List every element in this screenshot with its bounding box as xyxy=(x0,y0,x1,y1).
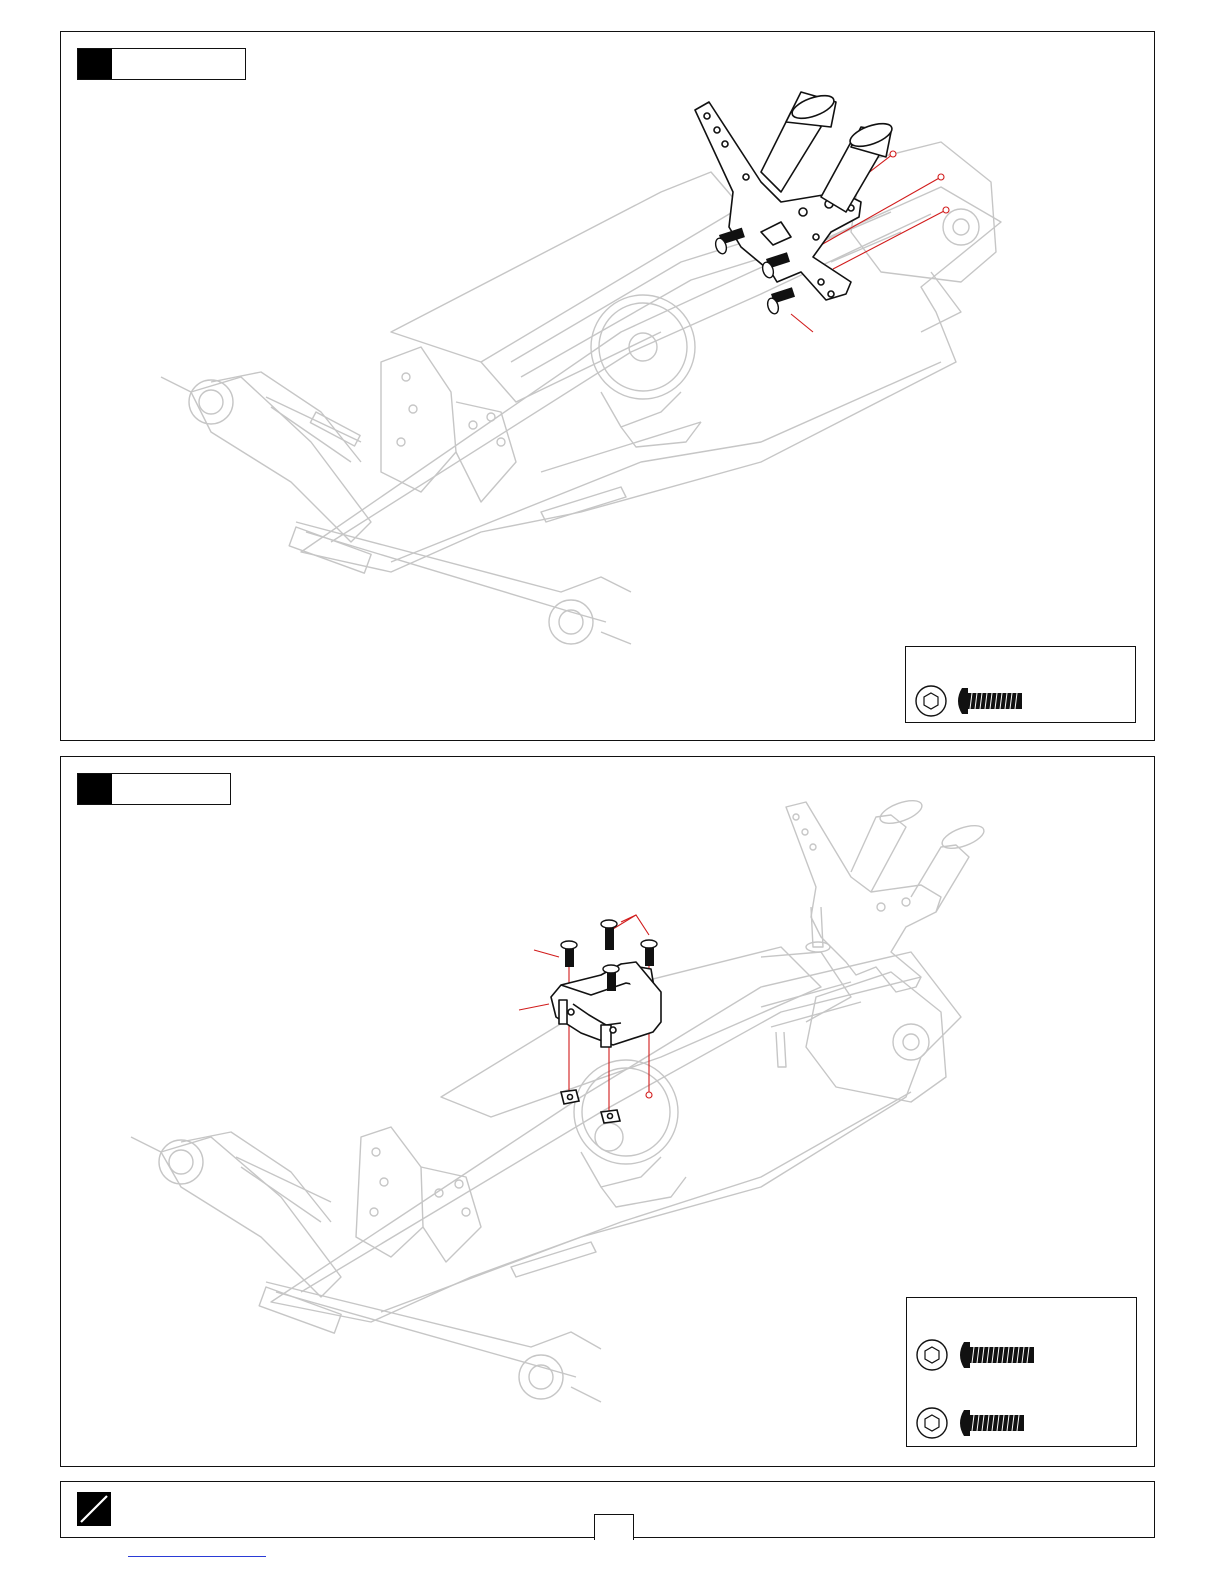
brand-logo-icon xyxy=(77,1492,111,1526)
parts-box-2 xyxy=(906,1297,1137,1447)
page-footer xyxy=(60,1481,1155,1538)
button-head-screw-icon xyxy=(960,1410,1024,1436)
hex-socket-icon xyxy=(917,1408,947,1438)
hex-socket-icon xyxy=(917,1340,947,1370)
parts-box-1 xyxy=(905,646,1136,723)
step-panel-1 xyxy=(60,31,1155,741)
footer-link[interactable] xyxy=(128,1556,266,1557)
chassis-exploded-view-1 xyxy=(61,32,1156,742)
button-head-screw-icon xyxy=(958,688,1022,714)
hex-socket-icon xyxy=(916,686,946,716)
page-number-tab xyxy=(594,1514,634,1540)
step-panel-2 xyxy=(60,756,1155,1467)
button-head-screw-icon xyxy=(960,1342,1034,1368)
